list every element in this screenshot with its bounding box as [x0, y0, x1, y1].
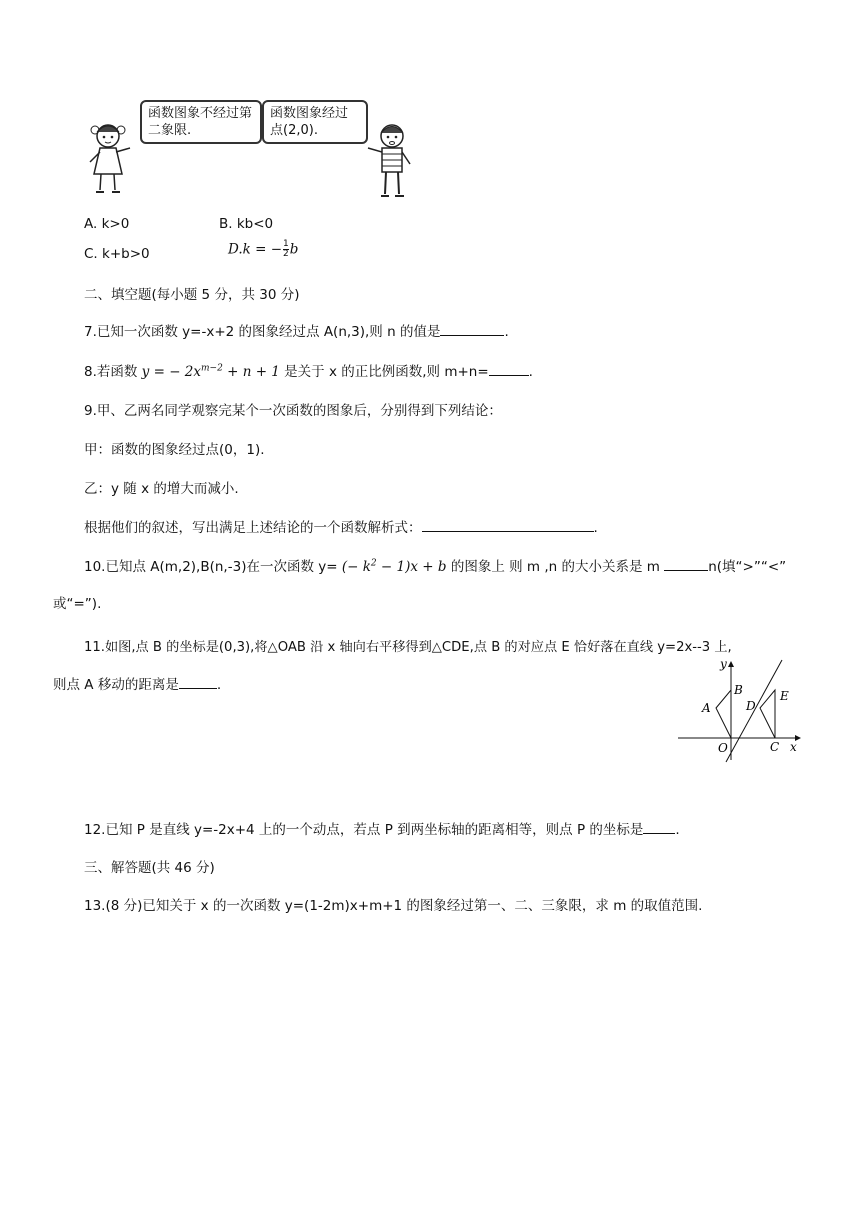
boy-figure-icon [366, 118, 416, 202]
q6-option-b: B. kb<0 [219, 216, 274, 232]
question-8: 8.若函数 y = − $2x^{m-2} + n + 1$ 是关于 x 的正比例函数,则 m+n= . [84, 363, 533, 380]
question-10: 10.已知点 A(m,2),B(n,-3)在一次函数 y= (− $k^2 - 1)x + b$ 的图象上 则 m ,n 的大小关系是 m n(填“>”“<” [84, 558, 787, 575]
label-d: D [746, 699, 756, 713]
triangle-oab [716, 690, 731, 738]
q6-option-a: A. k>0 [84, 216, 130, 232]
section2-title: 二、填空题(每小题 5 分，共 30 分) [84, 287, 300, 303]
label-y: y [720, 657, 727, 671]
bubble-right-text: 函数图象经过点(2,0). [270, 106, 349, 138]
label-e: E [780, 689, 789, 703]
label-o: O [718, 741, 728, 755]
label-b: B [734, 683, 743, 697]
question-9-jia: 甲：函数的图象经过点(0，1). [84, 442, 265, 458]
label-a: A [702, 701, 711, 715]
section3-title: 三、解答题(共 46 分) [84, 860, 215, 876]
question-9-ask: 根据他们的叙述，写出满足上述结论的一个函数解析式： . [84, 520, 598, 536]
question-13: 13.(8 分)已知关于 x 的一次函数 y=(1-2m)x+m+1 的图象经过第一、二、三象限，求 m 的取值范围. [84, 898, 703, 914]
question-9: 9.甲、乙两名同学观察完某个一次函数的图象后，分别得到下列结论： [84, 403, 502, 419]
question-11-line2: 则点 A 移动的距离是 . [53, 677, 222, 693]
label-x: x [790, 740, 797, 754]
bubble-left-text: 函数图象不经过第二象限. [148, 106, 253, 138]
bubble-right [262, 100, 368, 144]
question-11: 11.如图,点 B 的坐标是(0,3),将△OAB 沿 x 轴向右平移得到△CDE,点 B 的对应点 E 恰好落在直线 y=2x--3 上, [84, 640, 732, 655]
question-12: 12.已知 P 是直线 y=-2x+4 上的一个动点，若点 P 到两坐标轴的距离相等，则点 P 的坐标是 . [84, 822, 680, 838]
bubble-left [140, 100, 262, 144]
q6-option-c: C. k+b>0 [84, 246, 150, 262]
girl-figure-icon [86, 118, 136, 198]
q6-cartoon [86, 98, 426, 208]
question-9-yi: 乙：y 随 x 的增大而减小. [84, 481, 239, 497]
question-7: 7.已知一次函数 y=-x+2 的图象经过点 A(n,3),则 n 的值是 . [84, 324, 509, 340]
triangle-cde [760, 690, 775, 738]
q6-option-d: D.k = − $\frac{1}{2}$ b [228, 239, 299, 259]
question-10-line2: 或“=”). [53, 596, 102, 612]
q11-figure [676, 656, 806, 764]
label-c: C [770, 740, 780, 754]
